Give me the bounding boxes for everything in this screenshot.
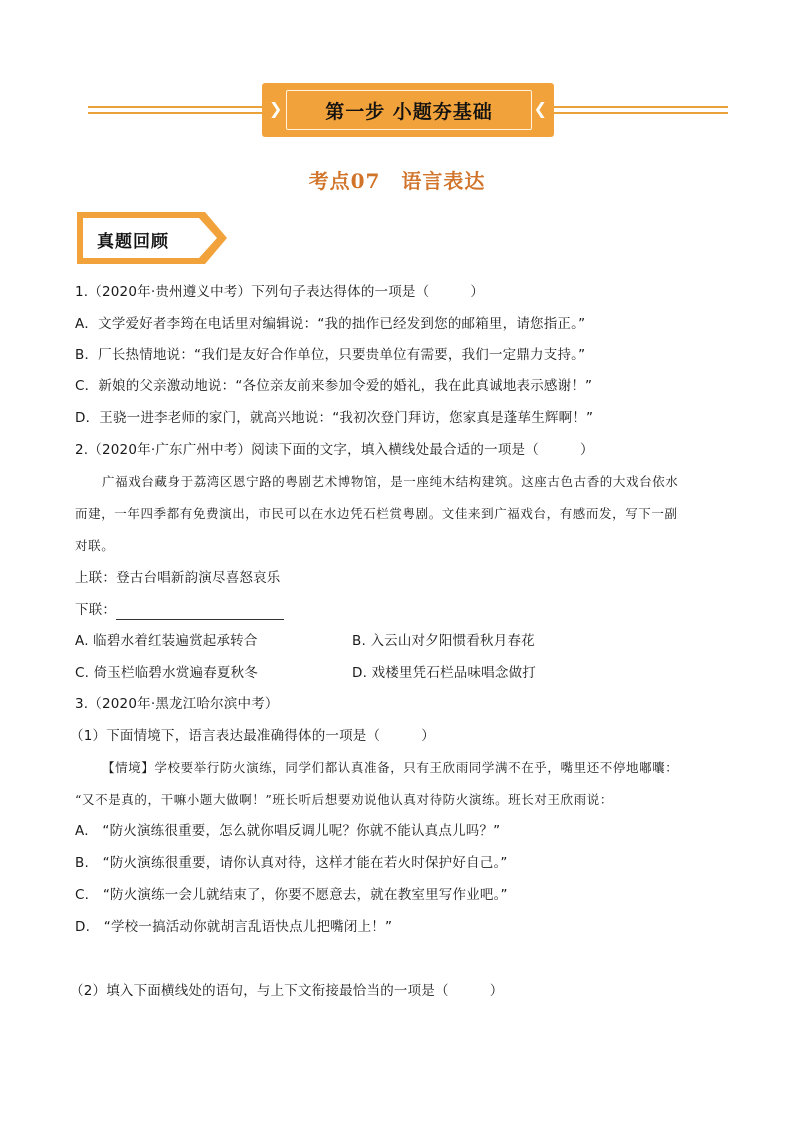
q2-option-d: D. 戏楼里凭石栏品味唱念做打 [352,665,536,681]
banner-title: 第一步 小题夯基础 [325,100,493,123]
q2-option-a: A. 临碧水着红装遍赏起承转合 [75,633,258,649]
q3-sub2-stem: （2）填入下面横线处的语句，与上下文衔接最恰当的一项是（ ） [70,983,504,999]
chevron-right-icon: ❯ [269,99,283,118]
section-tag-label: 真题回顾 [97,232,169,252]
section-tag [77,212,227,264]
q3-option-d: D. “学校一搞活动你就胡言乱语快点儿把嘴闭上！” [75,919,393,935]
banner-rule-left-2 [88,112,262,114]
q1-option-b: B．厂长热情地说：“我们是友好合作单位，只要贵单位有需要，我们一定鼎力支持。” [75,347,586,363]
q2-upper-couplet: 上联：登古台唱新韵演尽喜怒哀乐 [75,570,281,586]
q3-option-c: C. “防火演练一会儿就结束了，你要不愿意去，就在教室里写作业吧。” [75,887,508,903]
q3-context-line: “又不是真的，干嘛小题大做啊！”班长听后想要劝说他认真对待防火演练。班长对王欣雨说： [75,792,613,807]
topic-title: 考点07 语言表达 [308,169,486,193]
q1-stem: 1.（2020年·贵州遵义中考）下列句子表达得体的一项是（ ） [75,284,485,300]
q2-option-c: C. 倚玉栏临碧水赏遍春夏秋冬 [75,665,259,681]
q2-passage-line: 广福戏台藏身于荔湾区恩宁路的粤剧艺术博物馆，是一座纯木结构建筑。这座古色古香的大戏台依水 [102,474,679,489]
q3-option-b: B. “防火演练很重要，请你认真对待，这样才能在若火时保护好自己。” [75,855,508,871]
chevron-left-icon: ❮ [533,99,547,118]
q3-stem: 3.（2020年·黑龙江哈尔滨中考） [75,696,279,712]
section-banner [262,83,554,137]
q2-option-b: B. 入云山对夕阳惯看秋月春花 [352,633,535,649]
q3-context-line: 【情境】学校要举行防火演练，同学们都认真准备，只有王欣雨同学满不在乎，嘴里还不停地嘟囔： [102,760,679,775]
q2-passage-line: 而建，一年四季都有免费演出，市民可以在水边凭石栏赏粤剧。文佳来到广福戏台，有感而发，写下一副 [75,506,678,521]
q3-sub1-stem: （1）下面情境下，语言表达最准确得体的一项是（ ） [70,728,435,744]
q1-option-c: C．新娘的父亲激动地说：“各位亲友前来参加令爱的婚礼，我在此真诚地表示感谢！” [75,378,593,394]
q2-lower-couplet [75,600,284,620]
q1-option-d: D．王骁一进李老师的家门，就高兴地说：“我初次登门拜访，您家真是蓬荜生辉啊！” [75,410,594,426]
banner-rule-right-2 [554,112,728,114]
banner-rule-left [88,106,262,108]
q2-stem: 2.（2020年·广东广州中考）阅读下面的文字，填入横线处最合适的一项是（ ） [75,442,594,458]
q3-option-a: A. “防火演练很重要，怎么就你唱反调儿呢？你就不能认真点儿吗？” [75,823,501,839]
q2-passage-line: 对联。 [75,538,115,553]
banner-rule-right [554,106,728,108]
banner-frame [286,90,532,130]
q2-lower-label: 下联： [75,602,117,618]
q1-option-a: A．文学爱好者李筠在电话里对编辑说：“我的拙作已经发到您的邮箱里，请您指正。” [75,316,586,332]
answer-blank [116,604,284,620]
